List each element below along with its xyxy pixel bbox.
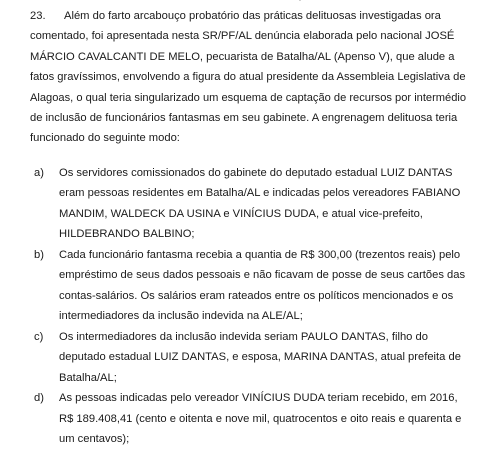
list-item-line: Os servidores comissionados do gabinete do deputado estadual LUIZ DANTAS	[59, 167, 453, 179]
paragraph-line: funcionado do seguinte modo:	[30, 132, 180, 144]
list-item-line: Cada funcionário fantasma recebia a quantia de R$ 300,00 (trezentos reais) pelo	[59, 249, 461, 261]
paragraph-line: de inclusão de funcionários fantasmas em seu gabinete. A engrenagem delituosa teria	[30, 112, 458, 124]
list-marker-d: d)	[34, 392, 44, 404]
paragraph-line: MÁRCIO CAVALCANTI DE MELO, pecuarista de Batalha/AL (Apenso V), que alude a	[30, 51, 455, 63]
list-item-line: HILDEBRANDO BALBINO;	[59, 228, 195, 240]
paragraph-line	[30, 6, 462, 26]
list-item-line: As pessoas indicadas pelo vereador VINÍCIUS DUDA teriam recebido, em 2016,	[59, 392, 458, 404]
list-item-line: deputado estadual LUIZ DANTAS, e esposa, MARINA DANTAS, atual prefeita de	[59, 351, 461, 363]
list-marker-a: a)	[34, 167, 44, 179]
list-item-line: um centavos);	[59, 433, 130, 445]
list-item-line: Batalha/AL;	[59, 372, 117, 384]
list-item-line: empréstimo de seus dados pessoais e não ficavam de posse de seus cartões das	[59, 269, 466, 281]
list-marker-b: b)	[34, 249, 44, 261]
list-marker-c: c)	[34, 331, 44, 343]
paragraph-number: 23.	[30, 10, 46, 22]
list-item-line: R$ 189.408,41 (cento e oitenta e nove mil, quatrocentos e oito reais e quarenta e	[59, 413, 462, 425]
paragraph-line: comentado, foi apresentada nesta SR/PF/AL denúncia elaborada pelo nacional JOSÉ	[30, 30, 455, 42]
paragraph-line: Alagoas, o qual teria singularizado um esquema de captação de recursos por intermédio	[30, 92, 467, 104]
list-item-line: eram pessoas residentes em Batalha/AL e indicadas pelos vereadores FABIANO	[59, 187, 461, 199]
clipped-previous-line	[135, 0, 341, 1]
list-item-line: MANDIM, WALDECK DA USINA e VINÍCIUS DUDA, e atual vice-prefeito,	[59, 208, 423, 220]
paragraph-text: Além do farto arcabouço probatório das práticas delituosas investigadas ora	[64, 10, 441, 22]
paragraph-line: fatos gravíssimos, envolvendo a figura do atual presidente da Assembleia Legislativa de	[30, 71, 466, 83]
list-item-line: contas-salários. Os salários eram rateados entre os políticos mencionados e os	[59, 290, 454, 302]
list-item-line: intermediadores da inclusão indevida na ALE/AL;	[59, 310, 303, 322]
list-item-line: Os intermediadores da inclusão indevida seriam PAULO DANTAS, filho do	[59, 331, 428, 343]
